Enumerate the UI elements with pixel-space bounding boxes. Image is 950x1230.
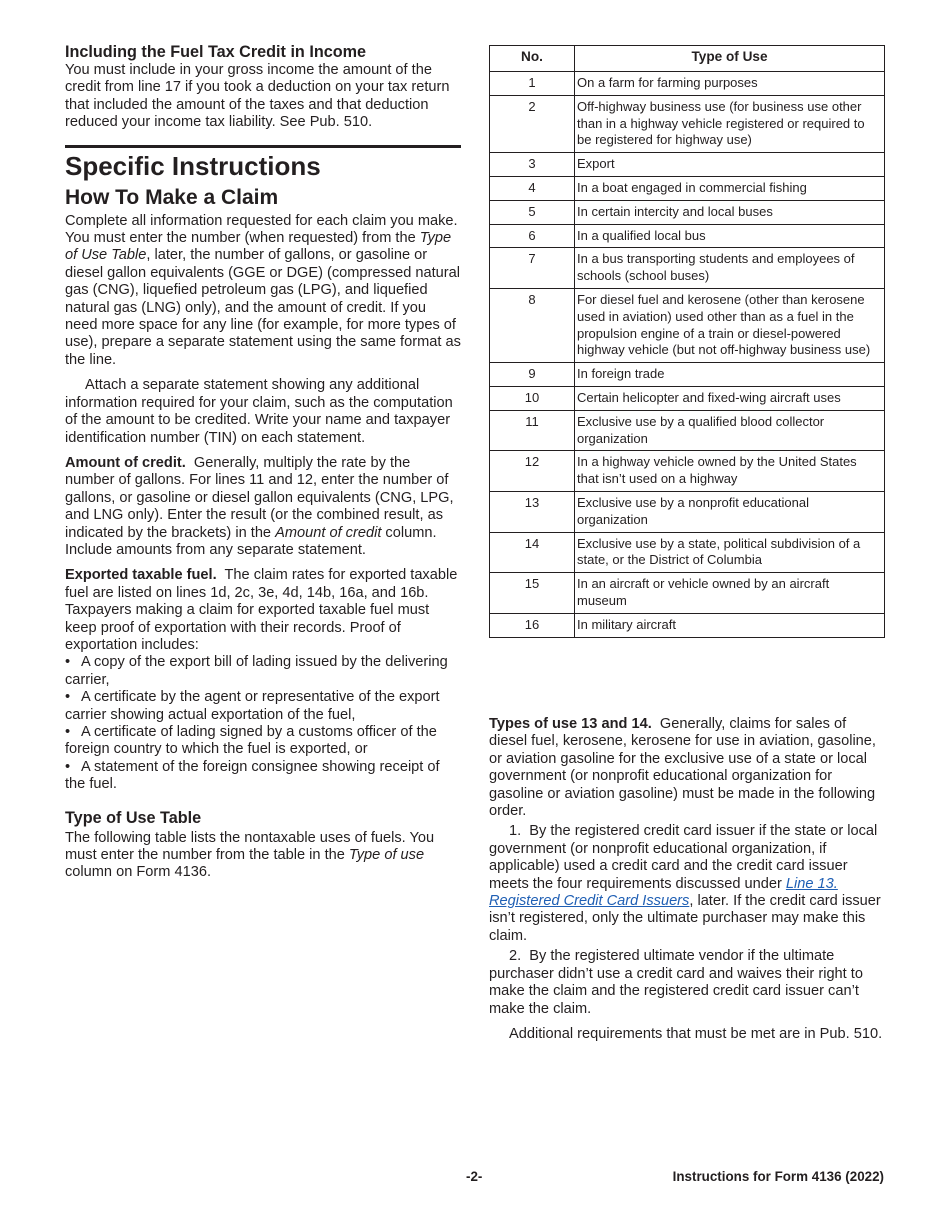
list-item [65, 724, 461, 759]
type-of-use-table-heading: Type of Use Table [65, 808, 202, 827]
table-row [490, 491, 885, 532]
bullet-text: A certificate of lading signed by a customs officer of the foreign country to which the fuel is exported, or [65, 724, 437, 758]
order-item-2-text: By the registered ultimate vendor if the ultimate purchaser didn’t use a credit card and waives their right to make the claim and the registered credit card issuer can’t make the claim. [489, 948, 863, 1017]
type-of-use-number: 4 [490, 176, 575, 200]
type-of-use-number: 14 [490, 532, 575, 573]
bullet-icon: • [65, 654, 71, 671]
order-number: 1. [509, 823, 522, 840]
claim-text: Complete all information requested for each claim you make. You must enter the number (when requested) from the [65, 212, 458, 247]
table-row [490, 363, 885, 387]
bullet-text: A statement of the foreign consignee showing receipt of the fuel. [65, 758, 440, 793]
claim-text-cont: , later, the number of gallons, or gasoline or diesel gallon equivalents (GGE or DGE) (compressed natural gas (CNG), liquefied petroleum gas (LPG), and liquefied natural gas (LNG) only), and the amount of credit. If you need more space for any line (for example, for more types of use), prepare a separate statement using the same format as the line. [65, 247, 461, 368]
type-of-use-table-ref: Type of Use Table [65, 230, 452, 264]
type-of-use-description: Certain helicopter and fixed-wing aircraft uses [575, 386, 885, 410]
table-row [490, 613, 885, 637]
table-row [490, 224, 885, 248]
order-item-2 [489, 948, 885, 1018]
amount-of-credit-label: Amount of credit. [65, 454, 186, 471]
right-column-table-wrap [489, 45, 885, 638]
type-of-use-number: 16 [490, 613, 575, 637]
type-of-use-description: In a highway vehicle owned by the United States that isn’t used on a highway [575, 451, 885, 492]
additional-requirements: Additional requirements that must be met are in Pub. 510. [509, 1025, 883, 1042]
types-13-14-text: Generally, claims for sales of diesel fuel, kerosene, kerosene for use in aviation, gasoline, or aviation gasoline for the exclusive use of a state or local government (or nonprofit educational organization for gasoline or aviation gasoline) must be made in the following order. [489, 716, 876, 820]
table-row [490, 248, 885, 289]
section-title: Specific Instructions [65, 150, 321, 181]
fuel-credit-heading: Including the Fuel Tax Credit in Income [65, 43, 366, 61]
bullet-text: A copy of the export bill of lading issued by the delivering carrier, [65, 654, 448, 688]
type-of-use-number: 6 [490, 224, 575, 248]
intro-text: The following table lists the nontaxable uses of fuels. You must enter the number from the table in the [65, 829, 435, 864]
type-of-use-number: 11 [490, 410, 575, 451]
type-of-use-description: For diesel fuel and kerosene (other than kerosene used in aviation) used other than as a fuel in the propulsion engine of a train or diesel-powered highway vehicle (but not off-highway business use) [575, 288, 885, 362]
type-of-use-number: 3 [490, 153, 575, 177]
page-number: -2- [466, 1169, 483, 1184]
table-header-row [490, 46, 885, 72]
type-of-use-number: 5 [490, 200, 575, 224]
type-of-use-description: In military aircraft [575, 613, 885, 637]
table-row [490, 532, 885, 573]
left-column [65, 42, 461, 882]
type-of-use-description: In a bus transporting students and employees of schools (school buses) [575, 248, 885, 289]
column-header-no: No. [490, 46, 575, 72]
exported-fuel-label: Exported taxable fuel. [65, 567, 217, 584]
bullet-icon: • [65, 724, 71, 740]
type-of-use-number: 10 [490, 386, 575, 410]
type-of-use-description: Exclusive use by a state, political subdivision of a state, or the District of Columbia [575, 532, 885, 573]
bullet-icon: • [65, 758, 71, 775]
bullet-icon: • [65, 689, 71, 706]
table-body [490, 72, 885, 638]
amount-of-credit-text-cont: column. Include amounts from any separate statement. [65, 524, 437, 558]
list-item [65, 689, 461, 724]
type-of-use-description: Exclusive use by a qualified blood collector organization [575, 410, 885, 451]
order-item-1 [489, 823, 885, 945]
type-of-use-description: In a qualified local bus [575, 224, 885, 248]
type-of-use-number: 8 [490, 288, 575, 362]
type-of-use-number: 13 [490, 491, 575, 532]
fuel-credit-body: You must include in your gross income the amount of the credit from line 17 if you took a deduction on your tax return that included the amount of the taxes and that deduction reduced your income tax liability. See Pub. 510. [65, 62, 450, 131]
exported-fuel-paragraph [65, 567, 461, 654]
section-rule [65, 145, 461, 148]
order-number: 2. [509, 948, 522, 965]
type-of-use-description: Exclusive use by a nonprofit educational organization [575, 491, 885, 532]
footer-doc-title: Instructions for Form 4136 (2022) [672, 1169, 884, 1184]
type-of-use-description: In foreign trade [575, 363, 885, 387]
type-of-use-description: Export [575, 153, 885, 177]
type-of-use-description: In an aircraft or vehicle owned by an aircraft museum [575, 573, 885, 614]
line-13-registered-credit-card-issuers-link[interactable]: Line 13. Registered Credit Card Issuers [489, 875, 838, 910]
list-item [65, 759, 461, 794]
table-row [490, 95, 885, 152]
order-item-1-text-cont: , later. If the credit card issuer isn’t registered, only the ultimate purchaser may make this claim. [489, 893, 881, 944]
table-row [490, 153, 885, 177]
table-row [490, 200, 885, 224]
amount-of-credit-paragraph [65, 455, 461, 559]
type-of-use-number: 9 [490, 363, 575, 387]
proof-of-export-list [65, 654, 461, 793]
type-of-use-description: In a boat engaged in commercial fishing [575, 176, 885, 200]
type-of-use-number: 1 [490, 72, 575, 96]
claim-paragraph-2: Attach a separate statement showing any additional information required for your claim, such as the computation of the amount to be credited. Write your name and taxpayer identification number (TIN) on each statement. [65, 377, 453, 446]
table-row [490, 386, 885, 410]
type-of-use-number: 15 [490, 573, 575, 614]
subsection-title: How To Make a Claim [65, 185, 279, 209]
type-of-use-table [489, 45, 885, 638]
table-row [490, 176, 885, 200]
right-column-text [489, 716, 885, 1043]
type-of-use-number: 12 [490, 451, 575, 492]
type-of-use-description: In certain intercity and local buses [575, 200, 885, 224]
claim-paragraph-1 [65, 213, 461, 370]
amount-of-credit-column-ref: Amount of credit [275, 524, 382, 541]
table-row [490, 573, 885, 614]
list-item [65, 654, 461, 689]
order-item-1-text: By the registered credit card issuer if the state or local government (or nonprofit educational organization, if applicable) used a credit card and the credit card issuer meets the four requirements discussed under [489, 823, 878, 892]
exported-fuel-text: The claim rates for exported taxable fuel are listed on lines 1d, 2c, 3e, 4d, 14b, 16a, and 16b. Taxpayers making a claim for exported taxable fuel must keep proof of exportation with their records. Proof of exportation includes: [65, 567, 458, 653]
table-row [490, 72, 885, 96]
type-of-use-number: 2 [490, 95, 575, 152]
table-row [490, 410, 885, 451]
table-row [490, 451, 885, 492]
type-of-use-table-intro [65, 830, 461, 882]
type-of-use-number: 7 [490, 248, 575, 289]
intro-text-cont: column on Form 4136. [65, 864, 212, 881]
type-of-use-column-ref: Type of use [348, 847, 425, 864]
column-header-type-of-use: Type of Use [575, 46, 885, 72]
type-of-use-description: On a farm for farming purposes [575, 72, 885, 96]
types-13-14-label: Types of use 13 and 14. [489, 716, 652, 732]
amount-of-credit-text: Generally, multiply the rate by the number of gallons. For lines 11 and 12, enter the number of gallons, or gasoline or diesel gallon equivalents (CNG, LPG, and LNG only). Enter the result (or the combined result, as indicated by the brackets) in the [65, 454, 454, 541]
types-13-14-paragraph [489, 716, 885, 820]
type-of-use-description: Off-highway business use (for business use other than in a highway vehicle registered or required to be registered for highway use) [575, 95, 885, 152]
table-row [490, 288, 885, 362]
bullet-text: A certificate by the agent or representative of the export carrier showing actual exportation of the fuel, [65, 689, 440, 723]
